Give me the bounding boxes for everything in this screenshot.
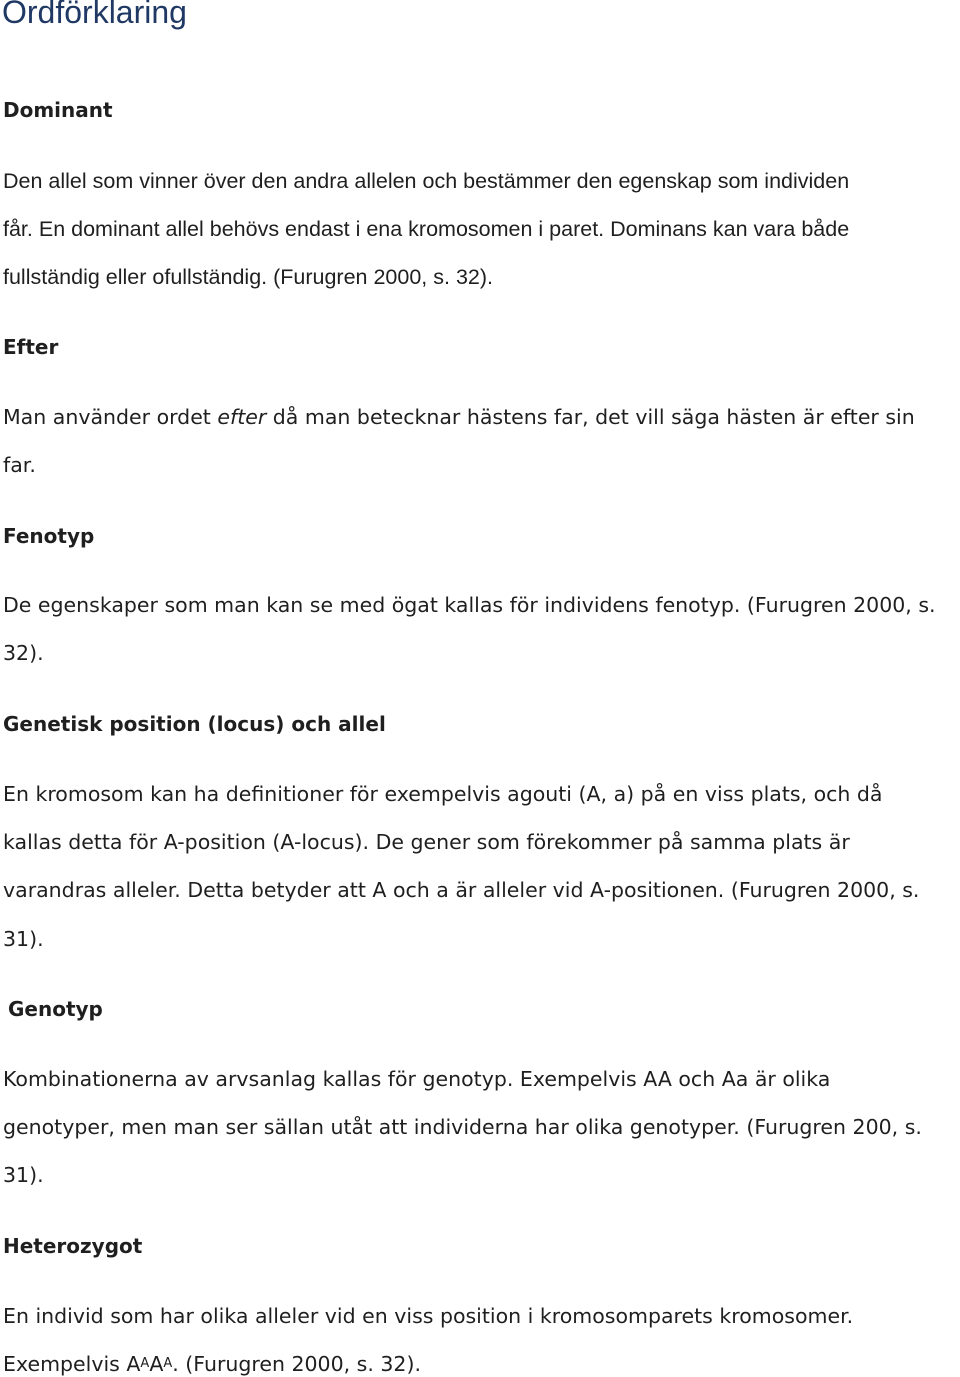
definition-line: fullständig eller ofullständig. (Furugren 2000, s. 32). [3, 265, 493, 289]
term-genetisk-position: Genetisk position (locus) och allel [3, 712, 386, 736]
definition-line: Kombinationerna av arvsanlag kallas för genotyp. Exempelvis AA och Aa är olika [3, 1067, 831, 1091]
emphasized-word: efter [217, 405, 267, 429]
definition-text: Exempelvis A [3, 1352, 141, 1376]
term-dominant: Dominant [3, 98, 113, 122]
definition-text: då man betecknar hästens far, det vill säga hästen är efter sin [266, 405, 915, 429]
definition-text: Man använder ordet [3, 405, 218, 429]
definition-line: kallas detta för A-position (A-locus). De gener som förekommer på samma plats är [3, 830, 850, 854]
term-fenotyp: Fenotyp [3, 524, 95, 548]
definition-line: Den allel som vinner över den andra allelen och bestämmer den egenskap som individen [3, 169, 850, 193]
page-title: Ordförklaring [2, 0, 187, 30]
definition-line: genotyper, men man ser sällan utåt att individerna har olika genotyper. (Furugren 200, s. [3, 1115, 922, 1139]
definition-line: En kromosom kan ha definitioner för exempelvis agouti (A, a) på en viss plats, och då [3, 782, 883, 806]
definition-line: får. En dominant allel behövs endast i ena kromosomen i paret. Dominans kan vara både [3, 217, 850, 241]
definition-line: 32). [3, 641, 44, 665]
definition-line: De egenskaper som man kan se med ögat kallas för individens fenotyp. (Furugren 2000, s. [3, 593, 936, 617]
superscript: A [163, 1356, 173, 1371]
definition-line: far. [3, 453, 36, 477]
definition-text: . (Furugren 2000, s. 32). [172, 1352, 421, 1376]
definition-line [3, 1351, 421, 1377]
definition-line: varandras alleler. Detta betyder att A och a är alleler vid A-positionen. (Furugren 2000, s. [3, 878, 920, 902]
term-genotyp: Genotyp [8, 997, 103, 1021]
definition-line: En individ som har olika alleler vid en viss position i kromosomparets kromosomer. [3, 1304, 854, 1328]
definition-line: 31). [3, 927, 44, 951]
term-heterozygot: Heterozygot [3, 1234, 143, 1258]
definition-line: 31). [3, 1163, 44, 1187]
definition-text: A [149, 1352, 164, 1376]
definition-line [3, 404, 915, 430]
term-efter: Efter [3, 335, 59, 359]
superscript: A [140, 1356, 150, 1371]
